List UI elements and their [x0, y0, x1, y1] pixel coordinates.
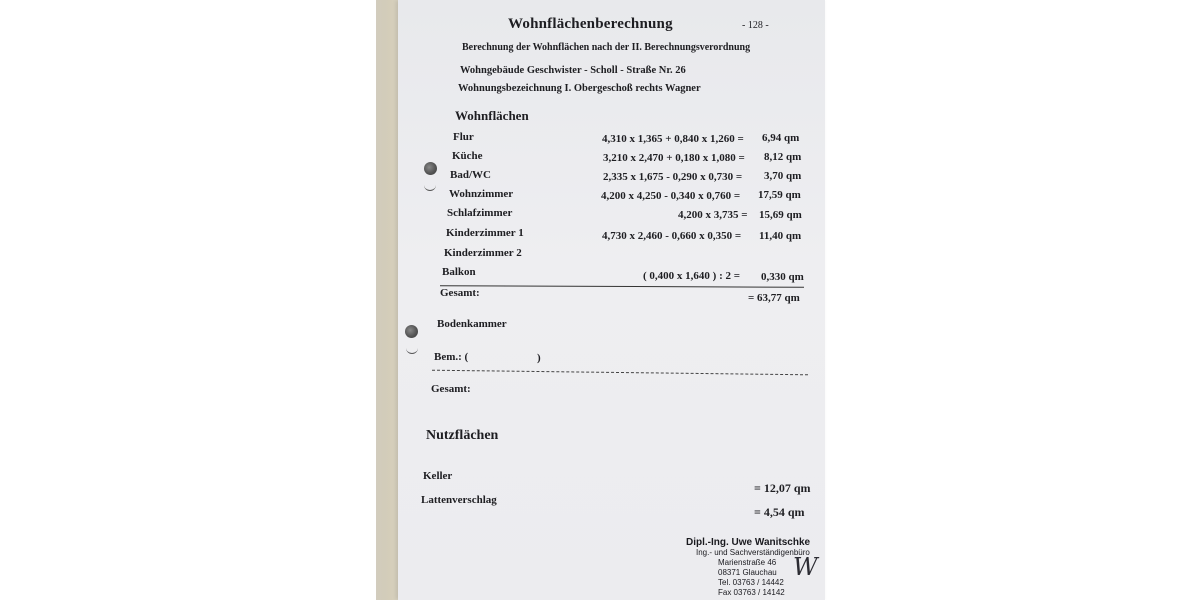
page-title: Wohnflächenberechnung: [508, 16, 673, 32]
room-area: 11,40 qm: [759, 230, 802, 242]
nutz-item-name: Lattenverschlag: [421, 494, 497, 506]
room-calc: 4,730 x 2,460 - 0,660 x 0,350 =: [602, 230, 742, 242]
page-number: - 128 -: [742, 20, 769, 31]
room-calc: ( 0,400 x 1,640 ) : 2 =: [643, 270, 741, 282]
room-area: 15,69 qm: [759, 209, 802, 221]
bodenkammer-label: Bodenkammer: [437, 318, 507, 330]
wohnflaechen-heading: Wohnflächen: [455, 108, 529, 123]
room-area: 8,12 qm: [764, 151, 802, 163]
room-name: Bad/WC: [450, 169, 491, 181]
stamp-name: Dipl.-Ing. Uwe Wanitschke: [686, 537, 811, 548]
room-area: 3,70 qm: [764, 170, 802, 182]
extra-total-label: Gesamt:: [431, 383, 471, 395]
stamp-title: Ing.- und Sachverständigenbüro: [696, 548, 810, 557]
stamp-tel: Tel. 03763 / 14442: [718, 578, 784, 587]
stamp-city: 08371 Glauchau: [718, 568, 777, 577]
nutz-item-value: = 12,07 qm: [754, 481, 811, 495]
room-calc: 4,200 x 4,250 - 0,340 x 0,760 =: [601, 190, 741, 202]
room-area: 0,330 qm: [761, 271, 804, 283]
room-calc: 4,310 x 1,365 + 0,840 x 1,260 =: [602, 133, 744, 145]
punch-hole: [405, 325, 418, 338]
room-name: Balkon: [442, 266, 476, 278]
nutzflaechen-heading: Nutzflächen: [426, 428, 499, 443]
bem-close: ): [537, 352, 541, 364]
room-calc: 4,200 x 3,735 =: [678, 209, 748, 221]
room-name: Wohnzimmer: [449, 188, 514, 200]
punch-hole: [424, 162, 437, 175]
apartment-line: Wohnungsbezeichnung I. Obergeschoß rechts Wagner: [458, 83, 701, 94]
room-area: 6,94 qm: [762, 132, 800, 144]
room-name: Kinderzimmer 2: [444, 247, 522, 259]
bem-label: Bem.: (: [434, 351, 469, 363]
room-name: Flur: [453, 131, 474, 143]
signature: W: [793, 553, 818, 581]
room-area: 17,59 qm: [758, 189, 801, 201]
room-calc: 2,335 x 1,675 - 0,290 x 0,730 =: [603, 171, 743, 183]
room-name: Küche: [452, 150, 483, 162]
total-label: Gesamt:: [440, 287, 480, 299]
room-name: Kinderzimmer 1: [446, 227, 524, 239]
nutz-item-value: = 4,54 qm: [754, 505, 805, 519]
nutz-item-name: Keller: [423, 470, 453, 482]
room-name: Schlafzimmer: [447, 207, 513, 219]
stamp-fax: Fax 03763 / 14142: [718, 588, 785, 597]
total-value: = 63,77 qm: [748, 292, 800, 304]
building-line: Wohngebäude Geschwister - Scholl - Straße Nr. 26: [460, 65, 686, 76]
stamp-street: Marienstraße 46: [718, 558, 777, 567]
subtitle: Berechnung der Wohnflächen nach der II. Berechnungsverordnung: [462, 42, 751, 53]
room-calc: 3,210 x 2,470 + 0,180 x 1,080 =: [603, 152, 745, 164]
